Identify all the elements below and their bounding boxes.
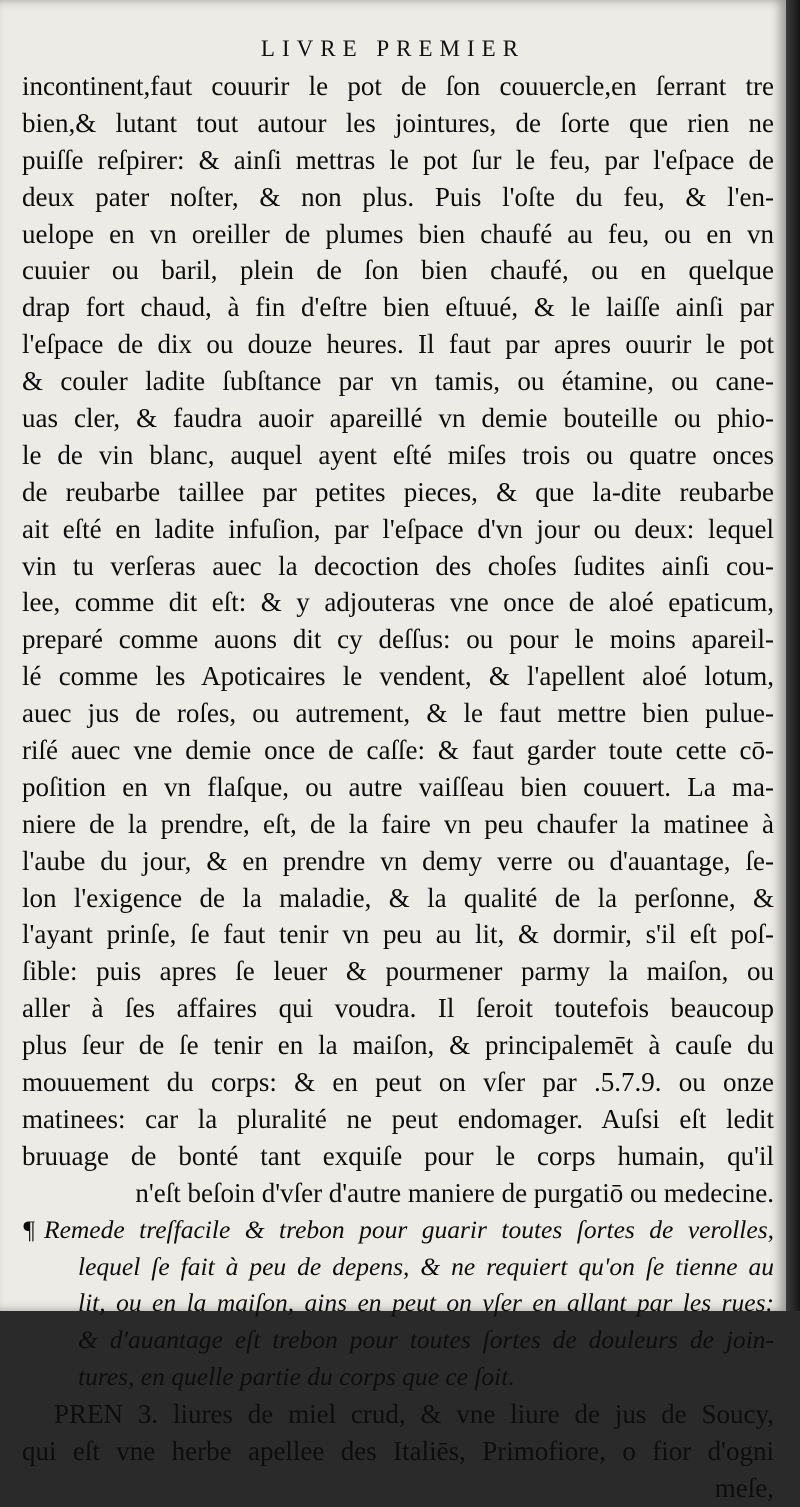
text-line: drap fort chaud, à fin d'eſtre bien eſtuué, & le laiſſe ainſi par [22,292,774,323]
running-header: LIVRE PREMIER [260,36,526,61]
text-line: puiſſe reſpirer: & ainſi mettras le pot ſur le feu, par l'eſpace de [22,144,774,175]
text-line: plus ſeur de ſe tenir en la maiſon, & principalemēt à cauſe du [22,1030,774,1061]
text-line: cuuier ou baril, plein de ſon bien chaufé, ou en quelque [22,255,774,286]
text-line: qui eſt vne herbe apellee des Italiēs, Primofiore, o fior d'ogni [22,1435,774,1466]
text-line: le de vin blanc, auquel ayent eſté miſes trois ou quatre onces [22,439,774,470]
pilcrow-mark: ¶ [22,1214,36,1244]
text-line: n'eſt beſoin d'vſer d'autre maniere de purgatiō ou medecine. [135,1177,774,1208]
text-line: bruuage de bonté tant exquiſe pour le corps humain, qu'il [22,1140,774,1171]
italic-heading-line: lequel ſe fait à peu de depens, & ne requiert qu'on ſe tienne au [78,1251,774,1281]
text-line: l'ayant prinſe, ſe faut tenir vn peu au lit, & dormir, s'il eſt poſ- [22,919,774,950]
text-line: niere de la prendre, eſt, de la faire vn peu chaufer la matinee à [22,808,774,839]
text-line: & couler ladite ſubſtance par vn tamis, ou étamine, ou cane- [22,366,774,397]
text-line: preparé comme auons dit cy deſſus: ou pour le moins apareil- [22,624,774,655]
text-line: lon l'exigence de la maladie, & la qualité de la perſonne, & [22,882,774,913]
italic-heading-line: tures, en quelle partie du corps que ce ſoit. [78,1362,515,1392]
italic-heading-line: & d'auantage eſt trebon pour toutes ſortes de douleurs de join- [78,1325,774,1355]
italic-heading-text: Remede treſfacile & trebon pour guarir toutes ſortes de verolles, [44,1214,774,1244]
italic-heading-line [22,1212,774,1249]
text-line: ſible: puis apres ſe leuer & pourmener parmy la maiſon, ou [22,956,774,987]
text-line: aller à ſes affaires qui voudra. Il ſeroit toutefois beaucoup [22,993,774,1024]
italic-heading-line: lit, ou en la maiſon, ains en peut on vſer en allant par les rues: [78,1288,774,1318]
text-line: lee, comme dit eſt: & y adjouteras vne once de aloé epaticum, [22,587,774,618]
text-line: poſition en vn flaſque, ou autre vaiſſeau bien couuert. La ma- [22,771,774,802]
catchword-line: meſe, [714,1472,774,1503]
text-line: auec jus de roſes, ou autrement, & le faut mettre bien pulue- [22,698,774,729]
text-line: ait eſté en ladite infuſion, par l'eſpace d'vn jour ou deux: lequel [22,513,774,544]
text-line: uelope en vn oreiller de plumes bien chaufé au feu, ou en vn [22,218,774,249]
text-line: l'eſpace de dix ou douze heures. Il faut par apres ouurir le pot [22,329,774,360]
text-line: l'aube du jour, & en prendre vn demy verre ou d'auantage, ſe- [22,845,774,876]
page-binding-shadow [786,0,800,1311]
text-line: lé comme les Apoticaires le vendent, & l'apellent aloé lotum, [22,661,774,692]
text-line: mouuement du corps: & en peut on vſer par .5.7.9. ou onze [22,1067,774,1098]
text-line: de reubarbe taillee par petites pieces, & que la-dite reubarbe [22,476,774,507]
text-line: uas cler, & faudra auoir apareillé vn demie bouteille ou phio- [22,403,774,434]
page-text [22,68,774,1507]
text-line: bien,& lutant tout autour les jointures, de ſorte que rien ne [22,107,774,138]
text-line: PREN 3. liures de miel crud, & vne liure de jus de Soucy, [54,1399,774,1430]
text-line: incontinent,faut couurir le pot de ſon couuercle,en ſerrant tre [22,71,774,101]
text-line: matinees: car la pluralité ne peut endomager. Auſsi eſt ledit [22,1103,774,1134]
text-line: vin tu verſeras auec la decoction des choſes ſudites ainſi cou- [22,550,774,581]
text-line: deux pater noſter, & non plus. Puis l'oſte du feu, & l'en- [22,181,774,212]
text-line: riſé auec vne demie once de caſſe: & faut garder toute cette cō- [22,735,774,766]
